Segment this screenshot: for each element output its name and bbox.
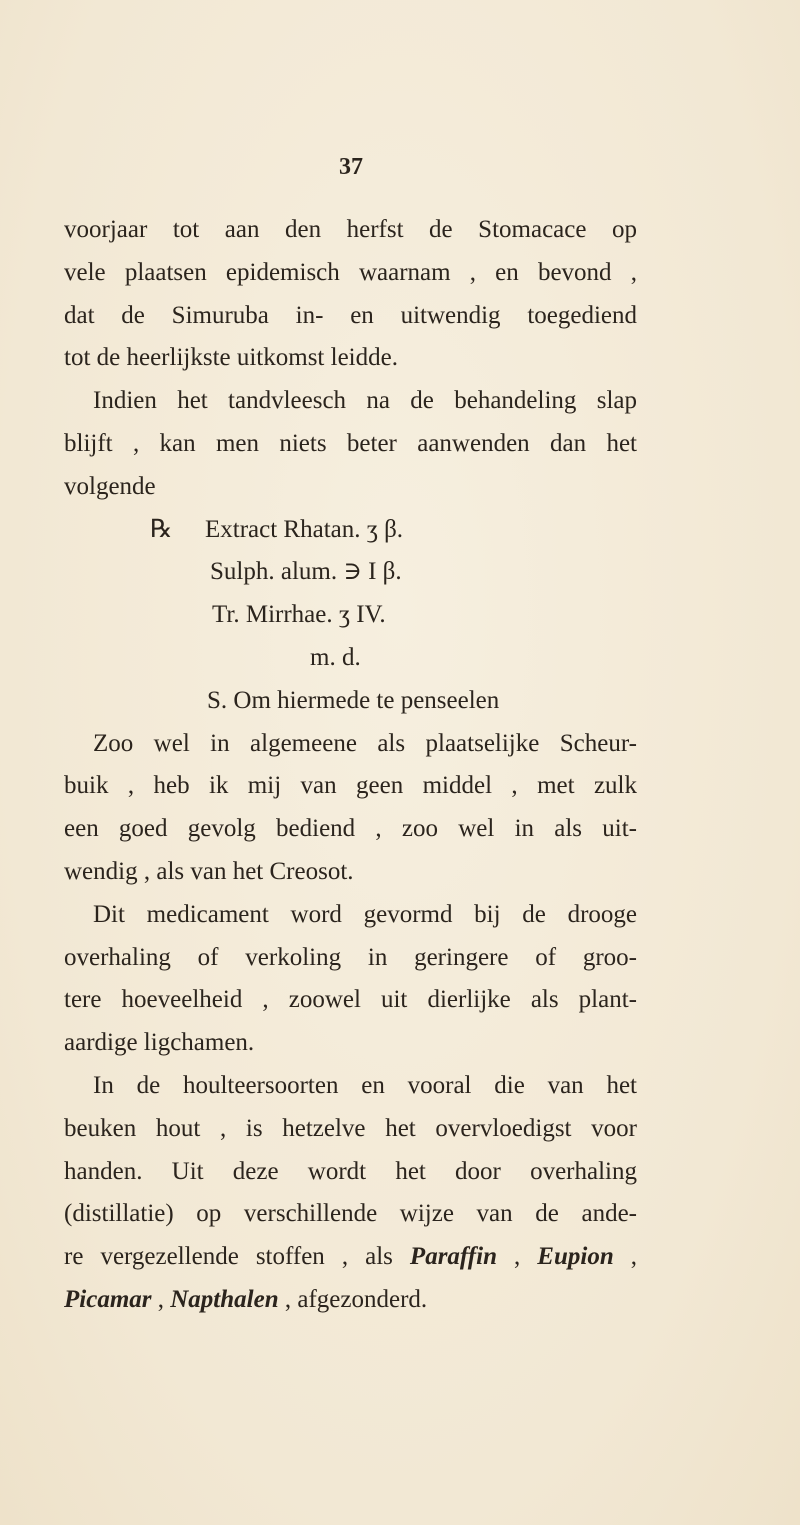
text-line: Zoo wel in algemeene als plaatselijke Scheur- [93, 729, 637, 757]
text-line: Dit medicament word gevormd bij de drooge [93, 900, 637, 928]
text-line: voorjaar tot aan den herfst de Stomacace op [64, 216, 637, 243]
page-number: 37 [339, 154, 363, 180]
text-line: In de houlteersoorten en vooral die van het [93, 1072, 637, 1099]
text-line: (distillatie) op verschillende wijze van de ande- [64, 1200, 637, 1228]
text-segment: , [630, 1243, 638, 1271]
rx-symbol: ℞ [150, 515, 173, 543]
text-segment: , afgezonderd. [284, 1286, 428, 1313]
prescription-line: Extract Rhatan. ʒ β. [205, 515, 404, 543]
text-line: tere hoeveelheid , zoowel uit dierlijke als plant- [64, 986, 637, 1014]
italic-term: Picamar [64, 1286, 152, 1313]
text-line: volgende [64, 472, 156, 500]
text-segment: , [157, 1286, 164, 1313]
text-line: aardige ligchamen. [64, 1029, 255, 1057]
prescription-line: m. d. [310, 644, 361, 671]
prescription-line: S. Om hiermede te penseelen [207, 686, 500, 714]
text-line: blijft , kan men niets beter aanwenden dan het [64, 430, 637, 457]
text-line: handen. Uit deze wordt het door overhaling [64, 1157, 637, 1185]
text-segment: re vergezellende stoffen , [64, 1243, 349, 1271]
italic-term: Paraffin [409, 1243, 497, 1271]
text-line: dat de Simuruba in- en uitwendig toegediend [64, 301, 637, 329]
prescription-line: Sulph. alum. ∋ I β. [210, 558, 402, 586]
text-segment: als [365, 1243, 393, 1271]
text-line: een goed gevolg bediend , zoo wel in als uit- [64, 815, 637, 843]
italic-term: Eupion [537, 1243, 614, 1271]
text-line: Indien het tandvleesch na de behandeling slap [93, 387, 637, 415]
text-segment: , [514, 1243, 521, 1271]
text-line: beuken hout , is hetzelve het overvloedigst voor [64, 1114, 637, 1142]
text-line: wendig , als van het Creosot. [64, 858, 354, 885]
text-line: overhaling of verkoling in geringere of groo- [64, 943, 637, 971]
text-line [64, 1242, 637, 1272]
text-line [64, 1285, 637, 1315]
text-line: tot de heerlijkste uitkomst leidde. [64, 344, 398, 372]
prescription-line: Tr. Mirrhae. ʒ IV. [212, 601, 386, 629]
italic-term: Napthalen [170, 1286, 279, 1313]
text-line: vele plaatsen epidemisch waarnam , en bevond , [64, 258, 637, 286]
text-line: buik , heb ik mij van geen middel , met zulk [64, 772, 637, 800]
